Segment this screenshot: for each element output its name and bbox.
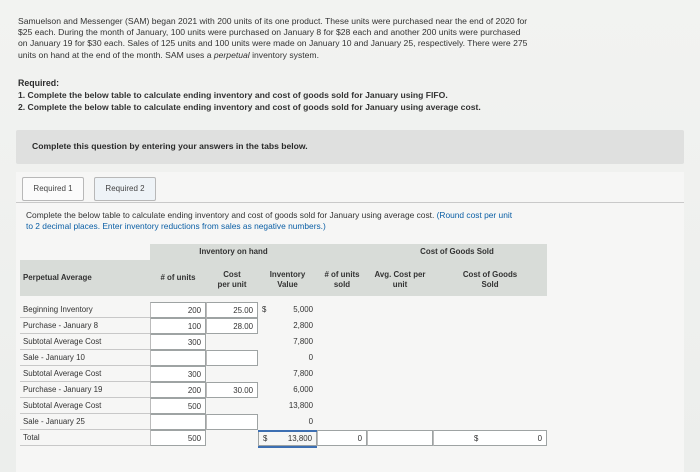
value-text: 0 — [537, 434, 542, 443]
tab-required-1[interactable]: Required 1 — [22, 177, 84, 201]
problem-line: Samuelson and Messenger (SAM) began 2021 with 200 units of its one product. These units were purchased near the end of 2020 for — [18, 16, 528, 26]
units-input[interactable]: 300 — [150, 366, 206, 382]
row-label: Total — [20, 430, 150, 446]
value-cell: 7,800 — [293, 337, 313, 346]
value-cell: 0 — [308, 353, 313, 362]
problem-line: $25 each. During the month of January, 100 units were purchased on January 8 for $28 each and another 200 units were purchased — [18, 27, 521, 38]
value-cell: 0 — [308, 417, 313, 426]
cost-input[interactable]: 25.00 — [206, 302, 258, 318]
row-label: Purchase - January 19 — [20, 382, 150, 398]
row-label: Sale - January 25 — [20, 414, 150, 430]
col-value-line: Inventory — [269, 270, 306, 279]
instruction-text: Complete the below table to calculate ending inventory and cost of goods sold for January using average cost. — [26, 210, 437, 220]
col-avg-line: unit — [392, 280, 408, 289]
col-inventory-value — [258, 260, 317, 296]
problem-emphasis: perpetual — [213, 49, 250, 60]
row-label: Sale - January 10 — [20, 350, 150, 366]
value-text: 5,000 — [293, 305, 313, 314]
problem-text: units on hand at the end of the month. SAM uses a — [18, 49, 214, 60]
col-cost-line: Cost — [223, 270, 241, 279]
required-item-2: 2. Complete the below table to calculate ending inventory and cost of goods sold for January using average cost. — [18, 102, 481, 112]
units-input[interactable]: 100 — [150, 318, 206, 334]
units-input[interactable]: 200 — [150, 382, 206, 398]
tab-instructions — [26, 210, 674, 232]
header-spacer — [20, 244, 150, 260]
total-separator — [258, 430, 317, 432]
col-cost-per-unit — [206, 260, 258, 296]
tab-required-2[interactable]: Required 2 — [94, 177, 156, 201]
instruction-line — [26, 210, 674, 221]
units-sold-input[interactable]: 0 — [317, 430, 367, 446]
total-underline — [258, 446, 317, 448]
problem-line: on January 19 for $30 each. Sales of 125 units and 100 units were made on January 10 and January 25, respectively. There were 275 — [18, 38, 528, 49]
col-cogs-line: Sold — [481, 280, 499, 289]
value-cell: 7,800 — [293, 369, 313, 378]
cost-input[interactable]: 30.00 — [206, 382, 258, 398]
col-avg-line: Avg. Cost per — [374, 270, 426, 279]
col-sold-line: sold — [333, 280, 351, 289]
units-input[interactable] — [150, 414, 206, 430]
problem-statement — [18, 16, 688, 61]
avg-cost-input[interactable] — [367, 430, 433, 446]
value-cell: 6,000 — [293, 385, 313, 394]
dollar-sign: $ — [262, 305, 267, 314]
col-sold-line: # of units — [324, 270, 360, 279]
instruction-note: to 2 decimal places. Enter inventory reductions from sales as negative numbers.) — [26, 221, 326, 231]
problem-line — [18, 50, 688, 61]
row-label: Beginning Inventory — [20, 302, 150, 318]
perpetual-average-table — [20, 244, 552, 444]
col-cogs — [433, 260, 547, 296]
header-cost-of-goods-sold: Cost of Goods Sold — [367, 244, 547, 260]
col-cogs-line: Cost of Goods — [462, 270, 518, 279]
col-units: # of units — [150, 260, 206, 296]
dollar-sign: $ — [263, 434, 268, 443]
table-body — [20, 302, 547, 446]
cost-input[interactable]: 28.00 — [206, 318, 258, 334]
required-item-1: 1. Complete the below table to calculate ending inventory and cost of goods sold for January using FIFO. — [18, 90, 448, 100]
units-input[interactable]: 500 — [150, 398, 206, 414]
cogs-input[interactable] — [433, 430, 547, 446]
instruction-bar-text: Complete this question by entering your answers in the tabs below. — [32, 141, 308, 151]
value-cell: 13,800 — [288, 401, 313, 410]
problem-text: inventory system. — [249, 49, 319, 60]
row-label: Subtotal Average Cost — [20, 366, 150, 382]
col-value-line: Value — [277, 280, 298, 289]
value-text: 13,800 — [287, 434, 312, 443]
value-cell: 2,800 — [293, 321, 313, 330]
dollar-sign: $ — [474, 434, 479, 443]
col-avg-cost — [367, 260, 433, 296]
cost-input[interactable] — [206, 350, 258, 366]
col-cost-line: per unit — [217, 280, 247, 289]
header-inventory-on-hand: Inventory on hand — [150, 244, 317, 260]
units-input[interactable] — [150, 350, 206, 366]
tab-strip — [16, 172, 684, 203]
header-blank — [317, 244, 367, 260]
value-cell — [258, 302, 317, 318]
cost-input[interactable] — [206, 414, 258, 430]
instruction-note: (Round cost per unit — [436, 210, 513, 220]
row-label: Purchase - January 8 — [20, 318, 150, 334]
tab-panel — [16, 172, 684, 472]
col-perpetual-average: Perpetual Average — [20, 260, 150, 296]
row-label: Subtotal Average Cost — [20, 334, 150, 350]
total-value-cell — [258, 430, 317, 446]
units-input[interactable]: 300 — [150, 334, 206, 350]
instruction-bar — [16, 130, 684, 164]
units-input[interactable]: 500 — [150, 430, 206, 446]
units-input[interactable]: 200 — [150, 302, 206, 318]
row-label: Subtotal Average Cost — [20, 398, 150, 414]
col-units-sold — [317, 260, 367, 296]
required-heading: Required: — [18, 78, 60, 88]
